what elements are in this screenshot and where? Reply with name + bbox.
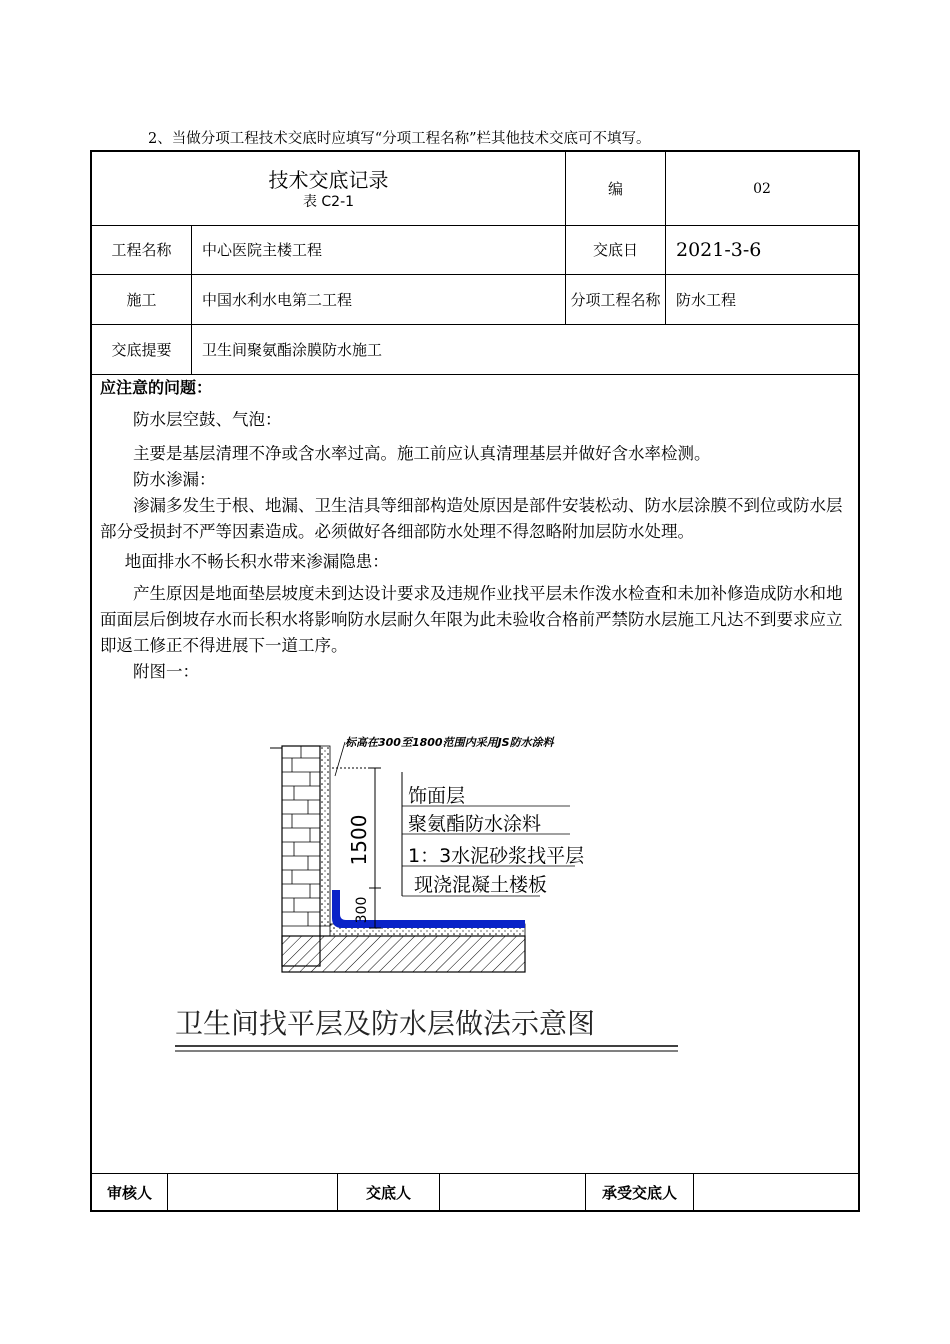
form-title: 技术交底记录 [268,167,389,192]
number-value: 02 [753,180,771,197]
project-row [92,225,858,275]
summary-label: 交底提要 [92,324,192,374]
figure-caption: 卫生间找平层及防水层做法示意图 [175,1007,596,1040]
disclosure-content [100,375,850,685]
form-code: 表 C2-1 [302,193,355,210]
waterproof-detail-drawing [170,728,690,1058]
paragraph-3: 防水渗漏： [133,470,216,489]
subproject-value: 防水工程 [676,290,737,309]
paragraph-4: 渗漏多发生于根、地漏、卫生洁具等细部构造处原因是部件安装松动、防水层涂膜不到位或防水层部分受损封不严等因素造成。必须做好各细部防水处理不得忽略附加层防水处理。 [100,496,843,541]
paragraph-2: 主要是基层清理不净或含水率过高。施工前应认真清理基层并做好含水率检测。 [133,444,711,463]
paragraph-6: 产生原因是地面垫层坡度未到达设计要求及违规作业找平层未作泼水检查和未加补修造成防水和地面面层后倒坡存水而长积水将影响防水层耐久年限为此未验收合格前严禁防水层施工凡达不到要求应立即返工修正不得进展下一道工序。 [100,584,843,655]
concrete-slab [282,936,525,972]
project-value: 中心医院主楼工程 [192,225,566,274]
wall-plaster-layer [320,746,330,926]
receiver-signature [694,1174,858,1210]
form-note: 2、当做分项工程技术交底时应填写“分项工程名称”栏其他技术交底可不填写。 [148,131,651,147]
summary-value: 卫生间聚氨酯涂膜防水施工 [202,340,383,359]
title-cell [92,152,566,225]
reviewer-signature [168,1174,338,1210]
dimension-upper-label: 1500 [347,814,371,866]
note-leader-line [335,742,345,776]
title-row [92,152,858,226]
date-value: 2021-3-6 [676,238,762,261]
construction-label: 施工 [92,274,192,324]
dimension-lower-label: 300 [354,896,370,924]
project-label: 工程名称 [92,225,192,274]
paragraph-7: 附图一： [133,662,199,681]
layer-label-finish: 饰面层 [408,785,466,807]
discloser-label: 交底人 [338,1174,440,1210]
figure-top-note: 标高在300至1800范围内采用JS防水涂料 [345,736,554,749]
summary-row [92,324,858,375]
construction-row [92,274,858,325]
layer-label-mortar: 1：3水泥砂浆找平层 [408,845,585,867]
brick-wall [270,746,320,966]
receiver-label: 承受交底人 [586,1174,694,1210]
layer-label-polyurethane: 聚氨酯防水涂料 [408,813,542,835]
signature-row [92,1173,858,1210]
subproject-label: 分项工程名称 [566,274,666,324]
date-label: 交底日 [566,225,666,274]
layer-label-slab: 现浇混凝土楼板 [414,874,548,896]
content-heading: 应注意的问题： [100,378,213,397]
waterproof-detail-figure [170,728,690,1058]
discloser-signature [440,1174,586,1210]
reviewer-label: 审核人 [92,1174,168,1210]
number-label: 编 [566,152,666,225]
construction-value: 中国水利水电第二工程 [192,274,566,324]
paragraph-5: 地面排水不畅长积水带来渗漏隐患： [124,552,389,571]
paragraph-1: 防水层空鼓、气泡： [133,410,282,429]
